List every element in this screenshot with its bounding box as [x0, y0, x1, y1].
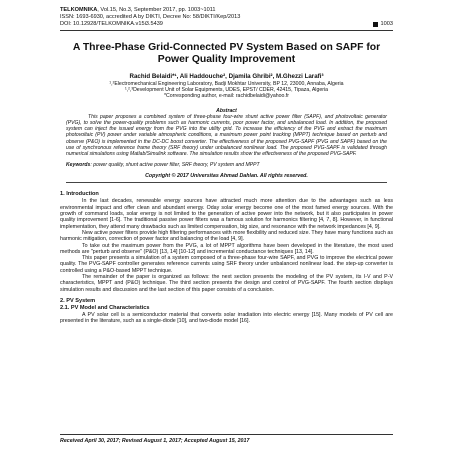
intro-paragraph: In the last decades, renewable energy sources have attracted much more attention due to the advantages such as less environmental impact and offer clean and abundant energy. Oday solar energy become one of the most famed energy sources. With the growth of command loads, solar energy is not limited to the generation of active power into the network, but it also participates in power quality improvement [1-6]. The traditional passive power filters was a famous solution for harmonics filtering [4, 7, 8]. However, in functional implementation, they attend many drawbacks such as limited compensation, big size, and resonance with the network impedances [4, 9]. — [60, 198, 393, 230]
journal-line-3 — [60, 21, 393, 28]
copyright-notice: Copyright © 2017 Universitas Ahmad Dahlan. All rights reserved. — [145, 173, 308, 180]
section-introduction-heading: 1. Introduction — [60, 191, 99, 198]
affiliation-1: ¹,²Electromechanical Engineering Laboratory, Badji Mokhtar University, BP 12, 23000, Annaba, Algeria — [109, 81, 344, 87]
paper-title: A Three-Phase Grid-Connected PV System Based on SAPF for Power Quality Improvement — [72, 42, 381, 65]
section-pv-system-heading: 2. PV System — [60, 297, 96, 304]
intro-paragraph: New active power filters provide high filtering performances with more flexibility and reduced size. They have many functions such as harmonic mitigation, correction of power factor and balancing of the load [4, 9]. — [60, 229, 393, 243]
journal-header — [60, 7, 393, 31]
journal-issn: ISSN: 1693-6930, accredited A by DIKTI, Decree No: 58/DIKTI/Kep/2013 — [60, 14, 241, 20]
keywords-text: : power quality, shunt active power filter, SRF theory, PV system and MPPT — [90, 162, 260, 169]
subsection-pv-model-heading: 2.1. PV Model and Characteristics — [60, 304, 150, 311]
intro-paragraph: The remainder of the paper is organized as follows: the next section presents the modeling of the PV system, its I-V and P-V characteristics, MPPT and (P&O) technique. The third section presents the design and control of PVG-SAPF. The fourth section displays simulation results and discussion and the last section of this paper consists of a conclusion. — [60, 274, 393, 293]
black-square-icon — [373, 22, 378, 27]
journal-volume-info: , Vol.15, No.3, September 2017, pp. 1003~1011 — [97, 7, 216, 13]
page-number: 1003 — [380, 21, 393, 27]
keywords-label: Keywords — [66, 162, 91, 169]
corresponding-author: *Corresponding author, e-mail: rachidbelaidi@yahoo.fr — [164, 93, 289, 100]
abstract-text: This paper proposes a combined system of three-phase four-wire shunt active power filter (SAPF), and photovoltaic generator (PVG), to solve the power-quality problems such as harmonic currents, poor power factor, and unbalanced load. In addition, the proposed system can inject the issued energy from the PVG into the utility grid. To increase the efficiency of the PVG and extract the maximum photovoltaic (PV) power under variable atmospheric conditions, a maximum power point tracking (MPPT) technique based on perturb and observe (P&O) is implemented in the DC-DC boost converter. The effectiveness of the proposed PVG-SAPF (PVG and SAPF) based on the use of synchronous reference frame theory (SRF theory) under unbalanced nonlinear load. The proposed PVG-SAPF is validated through numerical simulations using Matlab/Simulink software. The simulation results show the effectiveness of the proposed PVG-SAPF. — [66, 113, 387, 158]
author-list: Rachid Belaidi*¹, Ali Haddouche², Djamila Ghribi², M.Ghezzi Larafi³ — [129, 73, 324, 80]
journal-name: TELKOMNIKA — [60, 7, 98, 13]
intro-paragraph: To take out the maximum power from the PVG, a lot of MPPT algorithms have been developed in the literature, the most used methods are "perturb and observe" (P&O) [13, 14] [10-12] and incremental conductance techniques [13, 14]. — [60, 242, 393, 255]
pv-model-paragraph: A PV solar cell is a semiconductor material that converts solar irradiation into electric energy [15]. Many models of PV cell are presented in the literature, such as a single-diode [10], and two-diode model [16]. — [60, 311, 393, 325]
keywords — [66, 162, 387, 168]
affiliation-2: ¹,²,³Development Unit of Solar Equipments, UDES, EPST/ CDER, 42415, Tipaza, Algeria — [125, 87, 328, 94]
journal-doi: DOI: 10.12928/TELKOMNIKA.v15i3.5439 — [60, 21, 163, 27]
intro-paragraph: This paper presents a simulation of a system composed of a three-phase four-wire SAPF, and PVG to improve the electrical power quality. The PVG-SAPF controller generates reference currents using SRF theory under unbalanced nonlinear load. the step-up converter is controlled using a P&O-based MPPT technique. — [60, 255, 393, 274]
journal-line-1 — [60, 7, 393, 14]
footer-divider — [60, 434, 393, 435]
page-number-block — [373, 21, 393, 28]
header-divider — [60, 30, 393, 31]
abstract-label: Abstract — [216, 107, 237, 114]
abstract — [66, 108, 387, 158]
copyright-divider — [66, 182, 387, 183]
received-dates-footer: Received April 30, 2017; Revised August 1, 2017; Accepted August 15, 2017 — [60, 434, 393, 444]
